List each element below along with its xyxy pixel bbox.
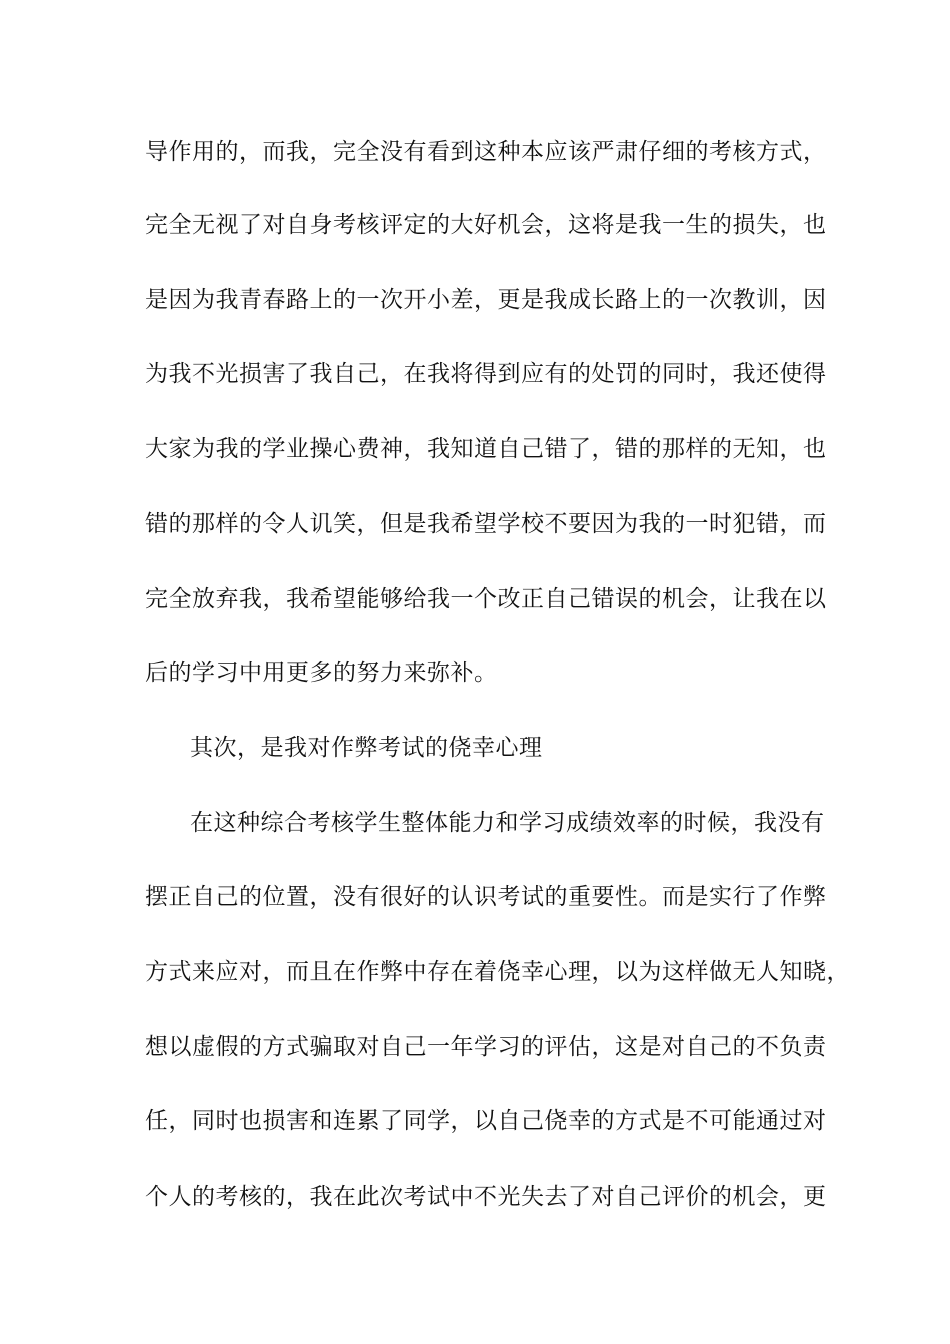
text-line: 想以虚假的方式骗取对自己一年学习的评估，这是对自己的不负责 [145, 1034, 827, 1060]
text-line: 后的学习中用更多的努力来弥补。 [145, 660, 498, 686]
paragraph-first-line: 在这种综合考核学生整体能力和学习成绩效率的时候，我没有 [190, 810, 825, 836]
text-line: 完全无视了对自身考核评定的大好机会，这将是我一生的损失，也 [145, 212, 827, 238]
text-line: 为我不光损害了我自己，在我将得到应有的处罚的同时，我还使得 [145, 361, 827, 387]
text-line: 完全放弃我，我希望能够给我一个改正自己错误的机会，让我在以 [145, 586, 827, 612]
text-line: 错的那样的令人讥笑，但是我希望学校不要因为我的一时犯错，而 [145, 511, 827, 537]
text-line: 任，同时也损害和连累了同学，以自己侥幸的方式是不可能通过对 [145, 1108, 827, 1134]
text-line: 导作用的，而我，完全没有看到这种本应该严肃仔细的考核方式， [145, 139, 827, 165]
section-heading: 其次，是我对作弊考试的侥幸心理 [190, 735, 543, 761]
text-line: 摆正自己的位置，没有很好的认识考试的重要性。而是实行了作弊 [145, 884, 827, 910]
text-line: 是因为我青春路上的一次开小差，更是我成长路上的一次教训，因 [145, 287, 827, 313]
text-line: 个人的考核的，我在此次考试中不光失去了对自己评价的机会，更 [145, 1184, 827, 1210]
text-line: 大家为我的学业操心费神，我知道自己错了，错的那样的无知，也 [145, 436, 827, 462]
text-line: 方式来应对，而且在作弊中存在着侥幸心理，以为这样做无人知晓， [145, 959, 850, 985]
